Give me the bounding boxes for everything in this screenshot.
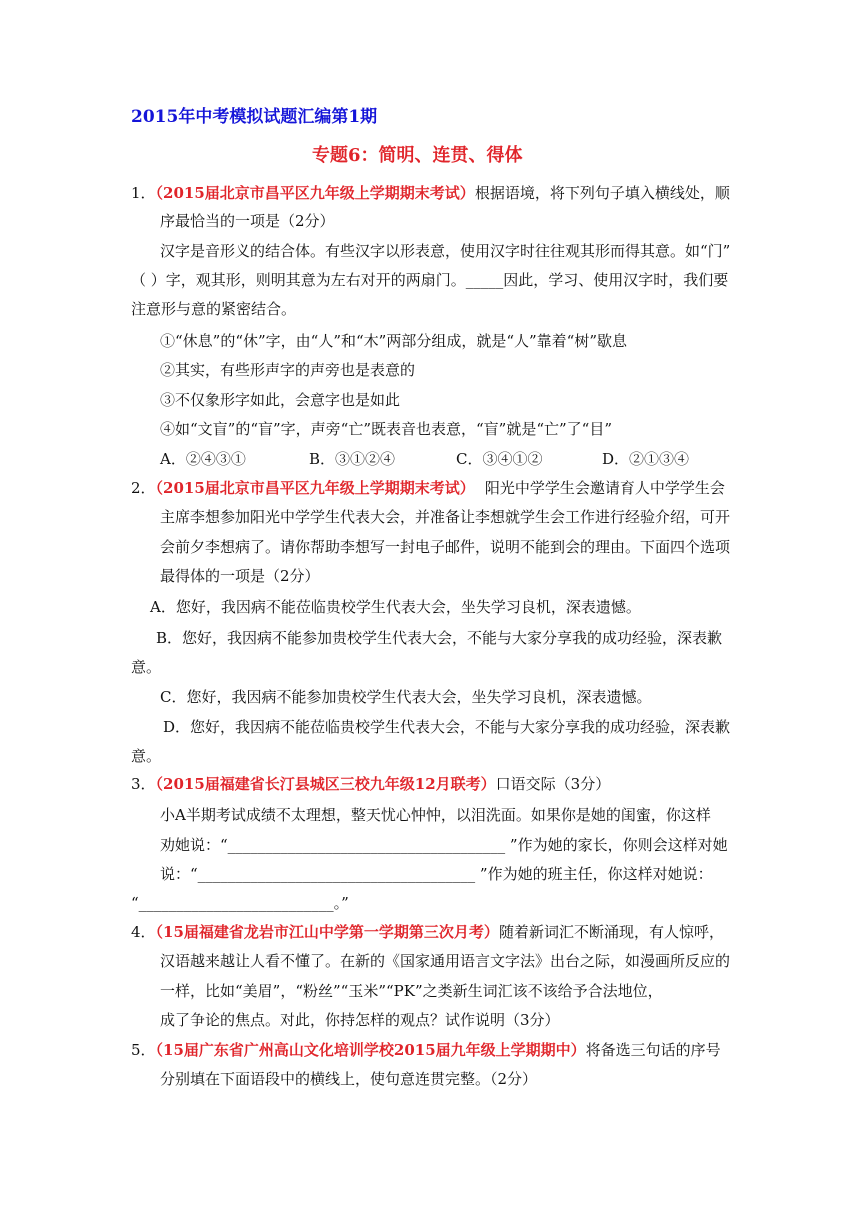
q4-number: 4． bbox=[131, 923, 156, 941]
q1-item: ④如“文盲”的“盲”字，声旁“亡”既表音也表意，“盲”就是“亡”了“目” bbox=[160, 420, 613, 438]
q1-passage-line: 汉字是音形义的结合体。有些汉字以形表意，使用汉字时往往观其形而得其意。如“门” bbox=[160, 242, 731, 260]
q1-source: （2015届北京市昌平区九年级上学期期末考试） bbox=[155, 184, 475, 202]
q1-item: ②其实，有些形声字的声旁也是表意的 bbox=[160, 361, 416, 379]
q4-stem: 随着新词汇不断涌现，有人惊呼， bbox=[498, 923, 724, 941]
q2-option-b: B．您好，我因病不能参加贵校学生代表大会，不能与大家分享我的成功经验，深表歉 bbox=[156, 629, 723, 647]
q3-line: 说：“_____________________________________ ”作为她的班主任，你这样对她说： bbox=[160, 865, 713, 883]
q2-stem-line: 最得体的一项是（2分） bbox=[160, 567, 320, 585]
q5-line: 分别填在下面语段中的横线上，使句意连贯完整。（2分） bbox=[160, 1070, 538, 1088]
q2-option-b-cont: 意。 bbox=[131, 658, 162, 676]
q1-stem: 根据语境，将下列句子填入横线处，顺 bbox=[474, 184, 730, 202]
q2-option-d-cont: 意。 bbox=[131, 747, 162, 765]
q3-number: 3． bbox=[131, 775, 156, 793]
q5-stem: 将备选三句话的序号 bbox=[585, 1041, 721, 1059]
q2-source: （2015届北京市昌平区九年级上学期期末考试） bbox=[155, 479, 475, 497]
q1-stem-cont: 序最恰当的一项是（2分） bbox=[160, 212, 335, 230]
q3-line: 劝她说：“_____________________________________ ”作为她的家长，你则会这样对她 bbox=[160, 836, 728, 854]
q5-number: 5． bbox=[131, 1041, 156, 1059]
page-header-title: 2015年中考模拟试题汇编第1期 bbox=[131, 107, 378, 127]
q4-source: （15届福建省龙岩市江山中学第一学期第三次月考） bbox=[155, 923, 499, 941]
q4-line: 一样，比如“美眉”，“粉丝”“玉米”“PK”之类新生词汇该不该给予合法地位， bbox=[160, 982, 663, 1000]
q5-source: （15届广东省广州高山文化培训学校2015届九年级上学期期中） bbox=[155, 1041, 586, 1059]
q2-option-a: A．您好，我因病不能莅临贵校学生代表大会，坐失学习良机，深表遗憾。 bbox=[150, 598, 641, 616]
q1-option-d: D．②①③④ bbox=[602, 450, 690, 468]
q2-line-1 bbox=[131, 478, 725, 498]
q3-line-1 bbox=[131, 774, 610, 794]
q4-line: 汉语越来越让人看不懂了。在新的《国家通用语言文字法》出台之际，如漫画所反应的 bbox=[160, 952, 731, 970]
q4-line: 成了争论的焦点。对此，你持怎样的观点？试作说明（3分） bbox=[160, 1011, 560, 1029]
q1-item: ①“休息”的“休”字，由“人”和“木”两部分组成，就是“人”靠着“树”歇息 bbox=[160, 332, 628, 350]
q2-option-c: C．您好，我因病不能参加贵校学生代表大会，坐失学习良机，深表遗憾。 bbox=[160, 688, 652, 706]
q2-option-d: D．您好，我因病不能莅临贵校学生代表大会，不能与大家分享我的成功经验，深表歉 bbox=[163, 718, 731, 736]
q1-option-b: B．③①②④ bbox=[309, 450, 396, 468]
q2-number: 2． bbox=[131, 479, 156, 497]
q3-line: “__________________________。” bbox=[131, 894, 349, 912]
q1-passage-line: 注意形与意的紧密结合。 bbox=[131, 300, 297, 318]
q3-line: 小A半期考试成绩不太理想，整天忧心忡忡，以泪洗面。如果你是她的闺蜜，你这样 bbox=[160, 806, 711, 824]
q3-source: （2015届福建省长汀县城区三校九年级12月联考） bbox=[155, 775, 496, 793]
q1-passage-line: （ ）字，观其形，则明其意为左右对开的两扇门。_____因此，学习、使用汉字时，我们要 bbox=[131, 271, 729, 289]
q2-stem: 阳光中学学生会邀请育人中学学生会 bbox=[484, 479, 725, 497]
q2-stem-line: 主席李想参加阳光中学学生代表大会，并准备让李想就学生会工作进行经验介绍，可开 bbox=[160, 508, 731, 526]
q4-line-1 bbox=[131, 922, 724, 942]
q1-option-c: C．③④①② bbox=[456, 450, 543, 468]
q1-number: 1． bbox=[131, 184, 156, 202]
q1-line-1 bbox=[131, 183, 730, 203]
q5-line-1 bbox=[131, 1040, 721, 1060]
q1-option-a: A．②④③① bbox=[160, 450, 246, 468]
topic-title: 专题6：简明、连贯、得体 bbox=[312, 145, 523, 166]
q2-stem-line: 会前夕李想病了。请你帮助李想写一封电子邮件，说明不能到会的理由。下面四个选项 bbox=[160, 538, 731, 556]
q3-stem: 口语交际（3分） bbox=[495, 775, 611, 793]
q1-item: ③不仅象形字如此，会意字也是如此 bbox=[160, 391, 401, 409]
